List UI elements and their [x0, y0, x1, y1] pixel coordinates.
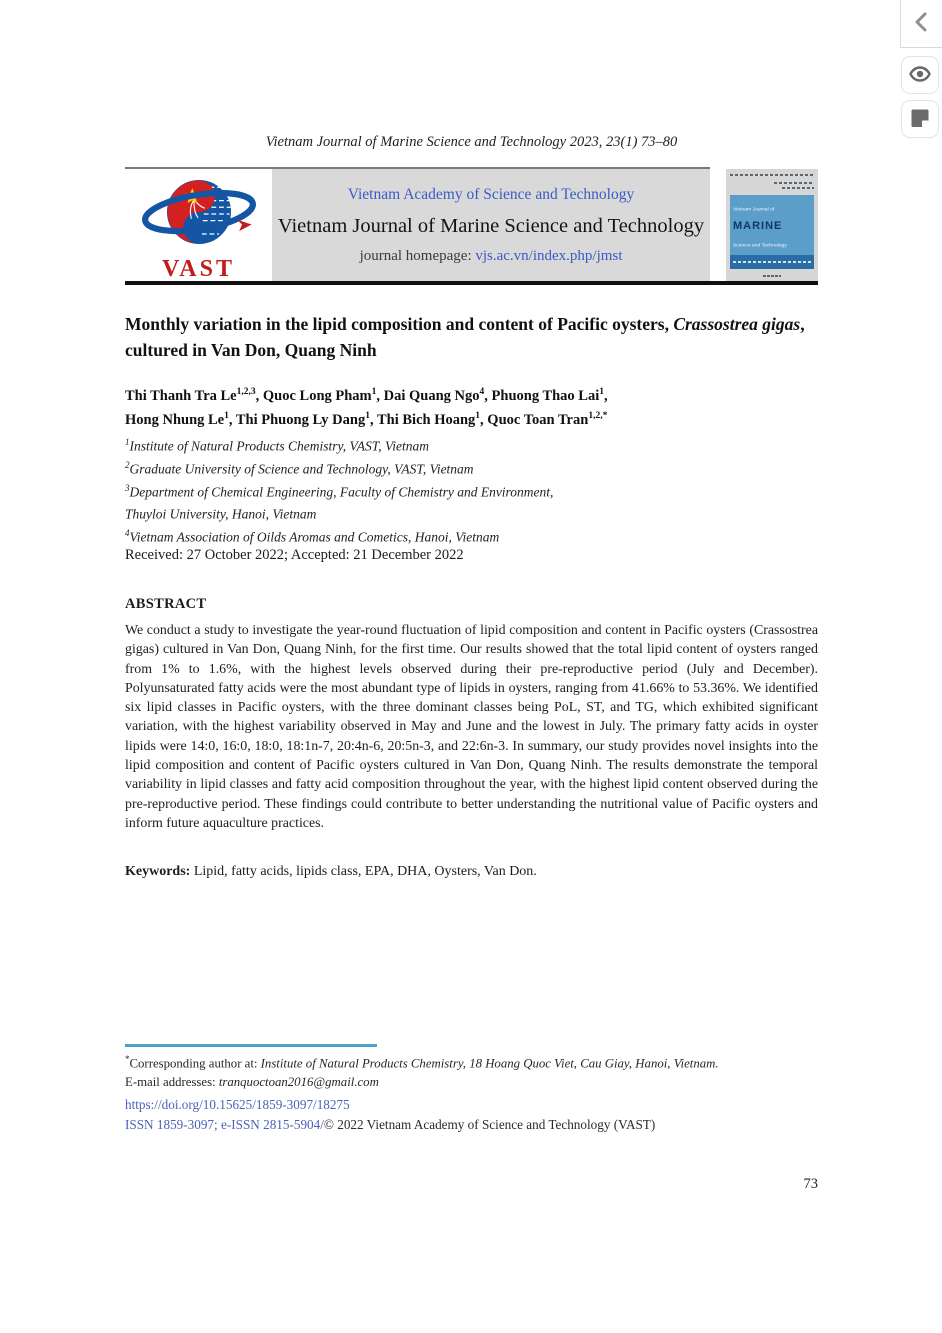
article-title: [125, 311, 818, 363]
cover-title-line3: Science and Technology: [733, 242, 787, 248]
cover-title-line1: Vietnam Journal of: [733, 206, 775, 212]
abstract-text: We conduct a study to investigate the year-round fluctuation of lipid composition and content in Pacific oysters (Crassostrea gigas) cultured in Van Don, Quang Ninh, for the first time. Our results showed that the total lipid content of oysters ranged from 1% to 1.6%, with the highest levels observed during their pre-reproductive period (July and December). Polyunsaturated fatty acids were the most abundant type of lipids in oysters, ranging from 41.66% to 53.36%. We identified six lipid classes in Pacific oysters, with the three dominant classes being PoL, ST, and TG, which exhibited significant variation, with the highest variability observed in May and June and the lowest in July. The primary fatty acids in oyster lipids were 14:0, 16:0, 18:0, 18:1n-7, 20:4n-6, 20:5n-3, and 22:6n-3. In summary, our study provides novel insights into the lipid composition and content of Pacific oysters cultured in Van Don, Quang Ninh. The results demonstrate the temporal variability in lipid classes and fatty acid composition throughout the year, with the highest lipid content observed during the pre-reproductive period. These findings could contribute to better understanding the nutritional value of Pacific oysters and inform future aquaculture practices.: [125, 623, 818, 831]
footnote-rule: [125, 1044, 377, 1047]
issn-line: [125, 1117, 655, 1133]
title-species-italic: Crassostrea gigas: [673, 314, 801, 334]
journal-name: Vietnam Journal of Marine Science and Technology: [277, 214, 705, 237]
keywords-list: Lipid, fatty acids, lipids class, EPA, DHA, Oysters, Van Don.: [190, 864, 537, 879]
citation-line: Vietnam Journal of Marine Science and Technology 2023, 23(1) 73–80: [265, 134, 678, 150]
journal-banner: [125, 167, 818, 285]
corresponding-author-note: [125, 1044, 818, 1092]
note-icon: [908, 106, 932, 133]
author: Hong Nhung Le$^1$,: [125, 410, 236, 428]
affiliation-line: $^2$Graduate University of Science and Technology, VAST, Vietnam: [125, 459, 474, 477]
cover-fineprint-line: [763, 275, 781, 277]
author: Quoc Long Pham$^1$,: [262, 387, 384, 404]
academy-name: Vietnam Academy of Science and Technology: [347, 185, 635, 203]
annotation-button[interactable]: [901, 100, 939, 138]
received-dates: Received: 27 October 2022; Accepted: 21 December 2022: [125, 547, 464, 563]
corresponding-line: *Corresponding author at: Institute of Natural Products Chemistry, 18 Hoang Quoc Viet, Cau Giay, Hanoi, Vietnam.: [125, 1054, 719, 1071]
vast-globe-icon: [136, 170, 262, 256]
page-number: 73: [803, 1176, 818, 1192]
issn-numbers: ISSN 1859-3097; e-ISSN 2815-5904/: [125, 1117, 324, 1132]
affiliation-line: $^1$Institute of Natural Products Chemistry, VAST, Vietnam: [125, 437, 429, 454]
banner-bottom-rule: [125, 281, 818, 285]
banner-top-rule: [125, 167, 710, 169]
abstract-heading: ABSTRACT: [125, 596, 207, 612]
copyright-text: © 2022 Vietnam Academy of Science and Technology (VAST): [323, 1117, 656, 1132]
banner-center-box: [272, 169, 710, 281]
journal-cover-thumbnail: [726, 169, 818, 281]
author: Dai Quang Ngo$^4$,: [383, 387, 492, 404]
author: Thi Phuong Ly Dang$^1$,: [235, 410, 377, 428]
email-address: tranquoctoan2016@gmail.com: [218, 1075, 379, 1090]
chevron-left-icon: [911, 9, 933, 38]
vast-logo-text: VAST: [162, 255, 235, 282]
cover-dark-band: [730, 255, 814, 269]
journal-homepage: [360, 248, 623, 265]
affiliation-line: Thuyloi University, Hanoi, Vietnam: [125, 506, 317, 522]
doi-link[interactable]: https://doi.org/10.15625/1859-3097/18275: [125, 1097, 350, 1112]
cover-title-band: [730, 195, 814, 255]
title-part2: , cultured in Van Don, Quang Ninh: [125, 314, 805, 360]
collapse-sidebar-button[interactable]: [908, 8, 936, 38]
homepage-label: journal homepage:: [359, 247, 476, 264]
affiliation-line: $^3$Department of Chemical Engineering, Faculty of Chemistry and Environment,: [125, 482, 554, 500]
cover-fineprint-line: [733, 261, 811, 263]
author: Thi Thanh Tra Le$^{1,2,3}$,: [125, 387, 263, 404]
eye-icon: [908, 62, 932, 89]
authors-line: [125, 382, 818, 430]
preview-button[interactable]: [901, 56, 939, 94]
vast-logo: [125, 169, 272, 281]
title-part1: Monthly variation in the lipid composition and content of Pacific oysters,: [125, 314, 674, 334]
affiliations-block: [125, 433, 818, 547]
cover-fineprint-line: [774, 182, 814, 184]
homepage-link[interactable]: vjs.ac.vn/index.php/jmst: [475, 247, 623, 264]
keywords-label: Keywords:: [125, 864, 191, 879]
cover-fineprint-line: [730, 174, 814, 176]
cover-fineprint-line: [782, 187, 814, 189]
author: Phuong Thao Lai$^1$,: [491, 387, 608, 404]
viewer-panel-corner: [900, 0, 942, 48]
author: Thi Bich Hoang$^1$,: [376, 410, 488, 428]
author: Quoc Toan Tran$^{1,2,*}$: [487, 410, 608, 428]
email-line: E-mail addresses: tranquoctoan2016@gmail.com: [125, 1075, 379, 1090]
banner-gap: [710, 169, 726, 281]
keywords-line: [125, 864, 818, 880]
affiliation-line: $^4$Vietnam Association of Oilds Aromas and Cometics, Hanoi, Vietnam: [125, 528, 500, 545]
cover-title-line2: MARINE: [733, 220, 783, 232]
